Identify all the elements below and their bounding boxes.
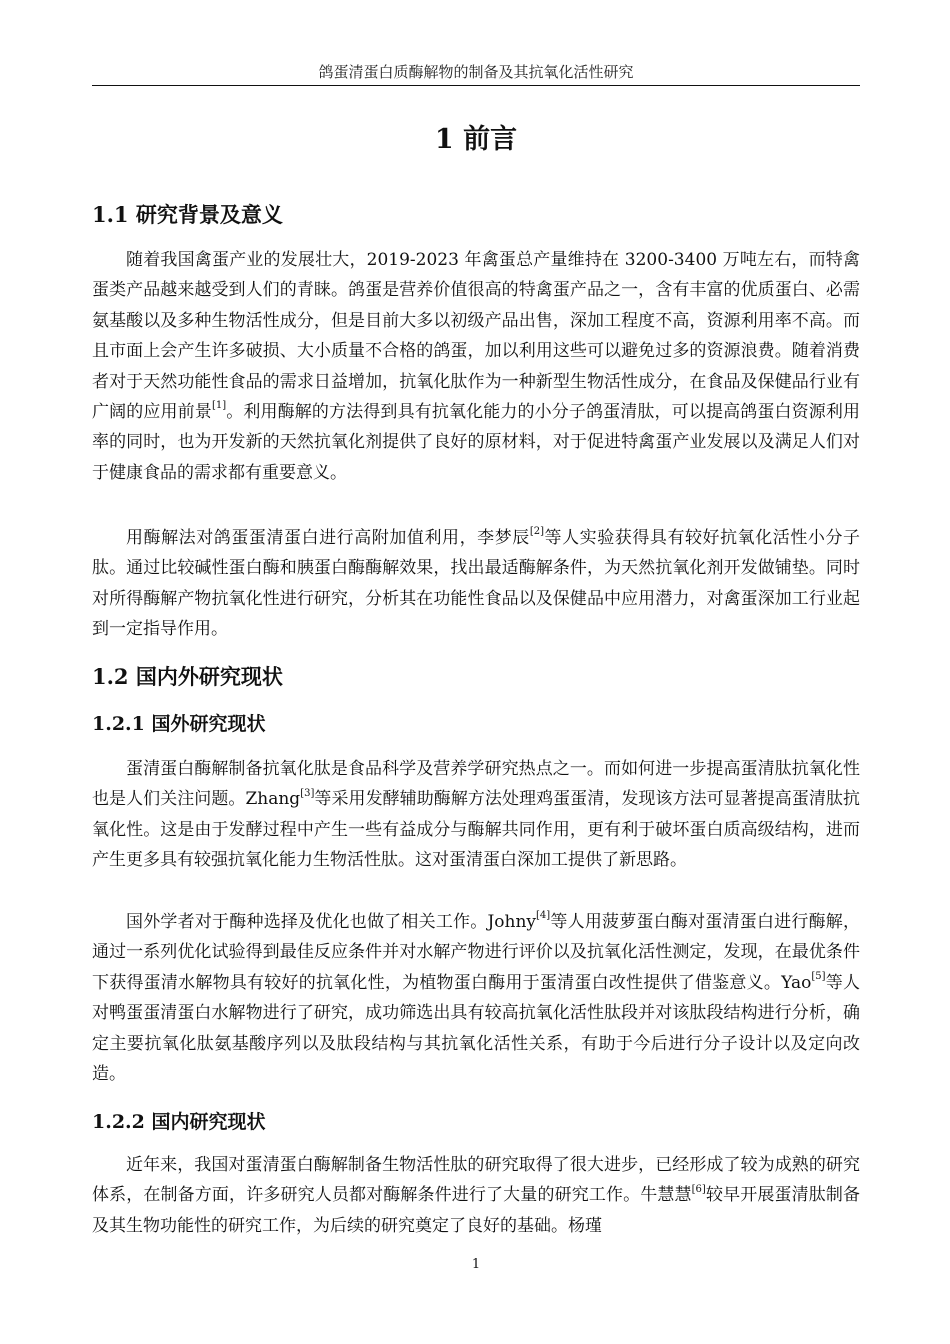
running-header: 鸽蛋清蛋白质酶解物的制备及其抗氧化活性研究 — [318, 63, 634, 81]
paragraph-text: 随着我国禽蛋产业的发展壮大，2019-2023 年禽蛋总产量维持在 3200-3400 万吨左右，而特禽蛋类产品越来越受到人们的青睐。鸽蛋是营养价值很高的特禽蛋产品之一，含有丰富的优质蛋白、必需氨基酸以及多种生物活性成分，但是目前大多以初级产品出售，深加工程度不高，资源利用率不高。而且市面上会产生许多破损、大小质量不合格的鸽蛋，加以利用这些可以避免过多的资源浪费。随着消费者对于天然功能性食品的需求日益增加，抗氧化肽作为一种新型生物活性成分，在食品及保健品行业有广阔的应用前景 — [92, 250, 860, 423]
paragraph-text: 近年来，我国对蛋清蛋白酶解制备生物活性肽的研究取得了很大进步，已经形成了较为成熟的研究体系，在制备方面，许多研究人员都对酶解条件进行了大量的研究工作。牛慧慧 — [92, 1155, 860, 1206]
paragraph-text: 等人对鸭蛋蛋清蛋白水解物进行了研究，成功筛选出具有较高抗氧化活性肽段并对该肽段结构进行分析，确定主要抗氧化肽氨基酸序列以及肽段结构与其抗氧化活性关系，有助于今后进行分子设计以及定向改造。 — [92, 972, 861, 1085]
citation-ref: [2] — [529, 526, 544, 538]
paragraph-1-2-1-b — [92, 907, 860, 1089]
paragraph-text: 用酶解法对鸽蛋蛋清蛋白进行高附加值利用，李梦辰 — [126, 528, 530, 548]
section-heading-1-1: 1.1 研究背景及意义 — [92, 202, 283, 227]
page-number: 1 — [471, 1257, 481, 1272]
citation-ref: [4] — [536, 910, 551, 922]
paragraph-1-2-1-a — [92, 754, 860, 876]
citation-ref: [6] — [691, 1183, 706, 1195]
subsection-heading-1-2-1: 1.2.1 国外研究现状 — [92, 713, 266, 735]
citation-ref: [5] — [811, 971, 826, 983]
paragraph-text: 蛋清蛋白酶解制备抗氧化肽是食品科学及营养学研究热点之一。而如何进一步提高蛋清肽抗氧化性也是人们关注问题。Zhang — [92, 759, 860, 810]
paragraph-text: 较早开展蛋清肽制备及其生物功能性的研究工作，为后续的研究奠定了良好的基础。杨瑾 — [92, 1185, 861, 1236]
paragraph-text: 。利用酶解的方法得到具有抗氧化能力的小分子鸽蛋清肽，可以提高鸽蛋白资源利用率的同时，也为开发新的天然抗氧化剂提供了良好的原材料，对于促进特禽蛋产业发展以及满足人们对于健康食品的需求都有重要意义。 — [92, 402, 861, 483]
section-heading-1-2: 1.2 国内外研究现状 — [92, 664, 283, 689]
paragraph-text: 等采用发酵辅助酶解方法处理鸡蛋蛋清，发现该方法可显著提高蛋清肽抗氧化性。这是由于发酵过程中产生一些有益成分与酶解共同作用，更有利于破坏蛋白质高级结构，进而产生更多具有较强抗氧化能力生物活性肽。这对蛋清蛋白深加工提供了新思路。 — [92, 789, 860, 871]
subsection-heading-1-2-2: 1.2.2 国内研究现状 — [92, 1111, 266, 1133]
paragraph-text: 国外学者对于酶种选择及优化也做了相关工作。Johny — [126, 912, 537, 932]
header-rule — [92, 85, 860, 86]
paragraph-1-1-a — [92, 245, 860, 488]
citation-ref: [1] — [211, 400, 227, 412]
chapter-title: 1 前言 — [434, 124, 518, 155]
citation-ref: [3] — [300, 787, 315, 799]
paragraph-1-2-2-a — [92, 1150, 860, 1241]
paragraph-text: 等人实验获得具有较好抗氧化活性小分子肽。通过比较碱性蛋白酶和胰蛋白酶酶解效果，找出最适酶解条件，为天然抗氧化剂开发做铺垫。同时对所得酶解产物抗氧化性进行研究，分析其在功能性食品以及保健品中应用潜力，对禽蛋深加工行业起到一定指导作用。 — [92, 528, 861, 640]
paragraph-1-1-b — [92, 523, 860, 645]
paragraph-text: 等人用菠萝蛋白酶对蛋清蛋白进行酶解，通过一系列优化试验得到最佳反应条件并对水解产物进行评价以及抗氧化活性测定，发现，在最优条件下获得蛋清水解物具有较好的抗氧化性，为植物蛋白酶用于蛋清蛋白改性提供了借鉴意义。Yao — [92, 912, 861, 993]
